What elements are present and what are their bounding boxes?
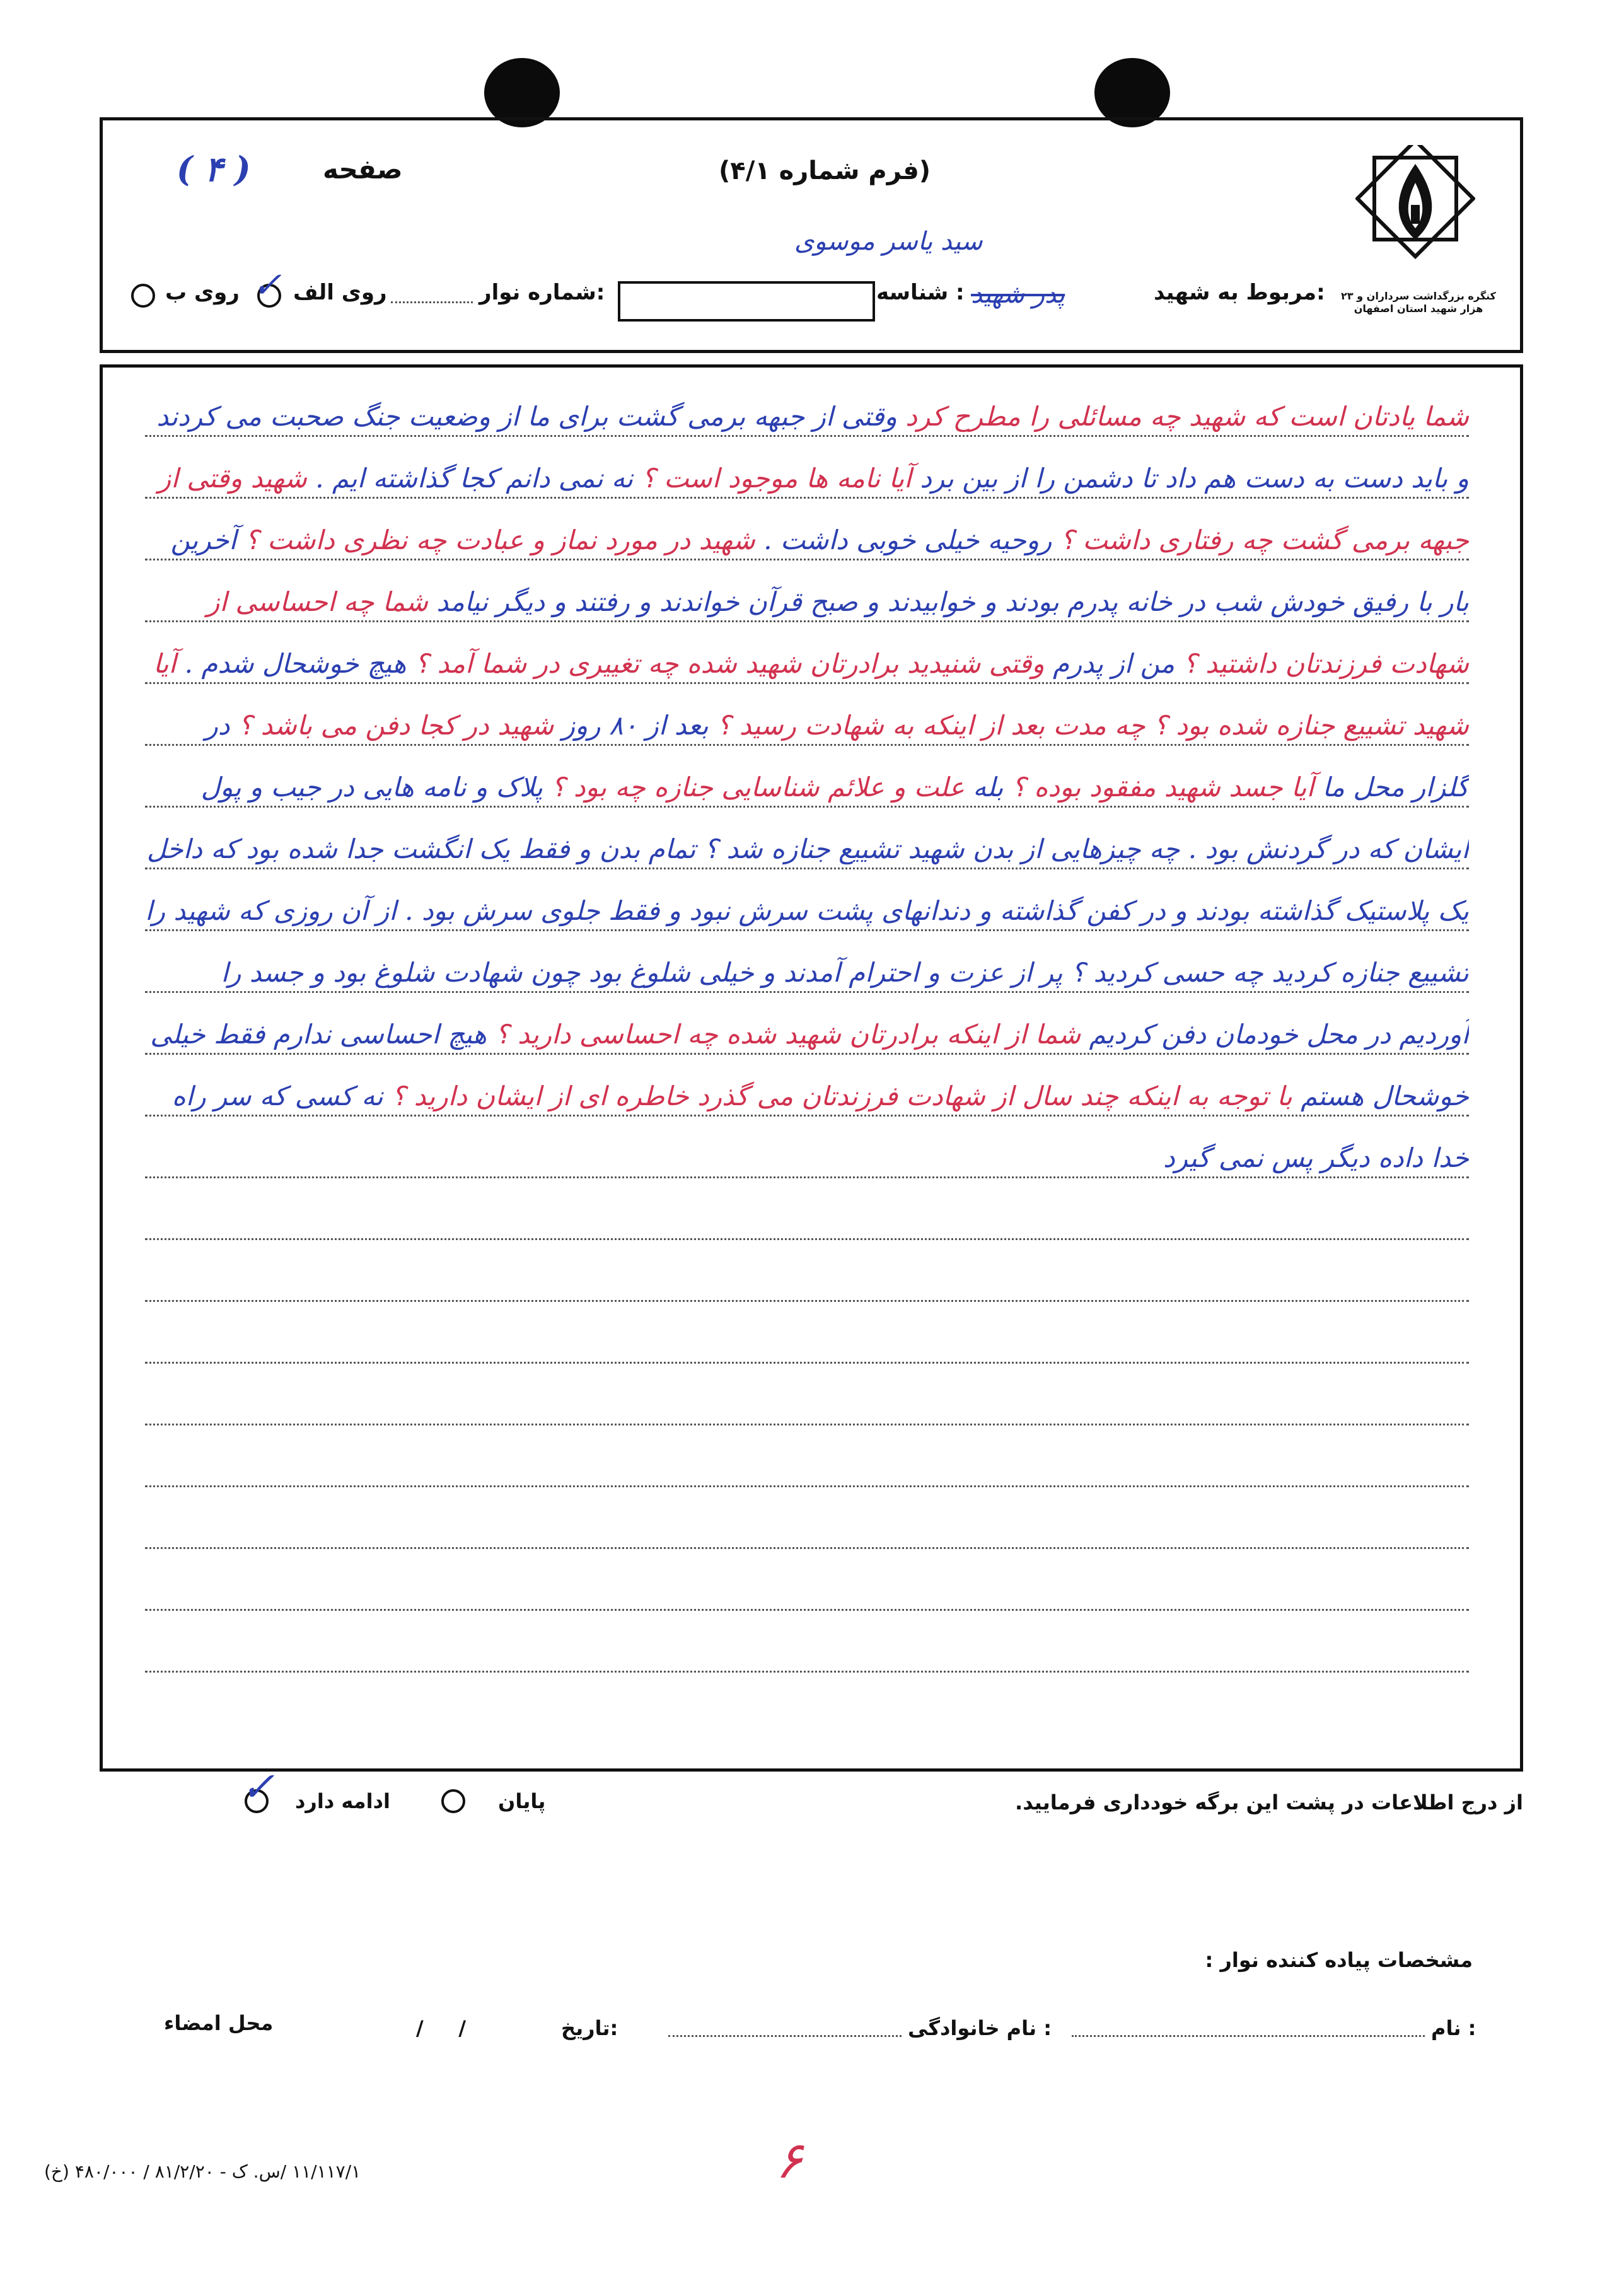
page-number [177, 149, 251, 189]
martyr-name-handwritten: سید یاسر موسوی [794, 227, 983, 256]
side-a-check-icon: ✓ [252, 265, 282, 306]
transcript-line: بله [964, 772, 1004, 803]
page-label: صفحه [323, 154, 403, 185]
sheet-number-handwritten: ۶ [775, 2131, 803, 2190]
ruled-line [145, 1547, 1469, 1549]
continues-check-icon: ✓ [241, 1764, 275, 1811]
transcript-line: روحیه خیلی خوبی داشت . [755, 525, 1052, 555]
transcript-line: شما از اینکه برادرتان شهید شده چه احساسی دارید ؟ [487, 1019, 1081, 1050]
transcript-line: علت و علائم شناسایی جنازه چه بود ؟ [542, 772, 965, 803]
ruled-line [145, 1671, 1469, 1673]
transcript-line: با توجه به اینکه چند سال از شهادت فرزندتان می گذرد خاطره ای از ایشان دارید ؟ [383, 1081, 1292, 1111]
transcript-line: آخرین بار با رفیق خودش شب در خانه پدرم بودند و خوابیدند و صبح قرآن خواندند و رفتند و دیگر نیامد [170, 525, 1469, 617]
ruled-line [145, 1485, 1469, 1487]
footer-notice: از درج اطلاعات در پشت این برگه خودداری فرمایید. [1015, 1790, 1523, 1814]
ruled-line [145, 1424, 1469, 1425]
transcript-line: آیا نامه ها موجود است ؟ [633, 463, 912, 494]
ruled-line [145, 1238, 1469, 1240]
transcript-line: هیچ خوشحال شدم . [176, 648, 407, 679]
side-a-label: روی الف [293, 280, 387, 305]
transcript-line: شهید در مورد نماز و عبادت چه نظری داشت ؟ [236, 525, 755, 555]
ruled-line [145, 1300, 1469, 1302]
transcript-line: نه کسی که سر راه خدا داده دیگر پس نمی گیرد [171, 1081, 1469, 1173]
transcript-line: چه مدت بعد از اینکه به شهادت رسید ؟ [708, 710, 1146, 741]
end-label: پایان [498, 1789, 546, 1813]
family-label: نام خانوادگی : [908, 2016, 1052, 2040]
ruled-line [145, 1362, 1469, 1364]
producer-label: مشخصات پیاده کننده نوار : [1205, 1948, 1473, 1972]
transcript-line: من از پدرم [1044, 648, 1175, 679]
name-label: نام : [1431, 2016, 1476, 2040]
signature-label: محل امضاء [164, 2011, 274, 2035]
side-b-checkbox[interactable] [131, 284, 155, 308]
ruled-line [145, 1609, 1469, 1611]
date-label: تاریخ: [561, 2016, 618, 2040]
family-field[interactable] [668, 2035, 902, 2037]
tape-number-label: شماره نوار: [479, 280, 605, 305]
transcript-line: شما یادتان است که شهید چه مسائلی را مطرح کرد [896, 401, 1469, 432]
transcript-text [145, 386, 1469, 1189]
transcript-line: وقتی از جبهه برمی گشت برای ما از وضعیت جنگ صحبت می کردند و باید دست به دست هم داد تا دشمن را از بین برد [156, 401, 1469, 494]
page-number-handwritten: ( ۴ ) [177, 149, 251, 189]
transcript-line: در گلزار محل ما [205, 710, 1469, 803]
transcript-line: بعد از ۸۰ روز [554, 710, 709, 741]
name-field[interactable] [1072, 2035, 1425, 2037]
logo-caption: کنگره بزرگداشت سرداران و ۲۳ هزار شهید استان اصفهان [1341, 290, 1496, 315]
id-field[interactable] [618, 281, 875, 322]
form-title: (فرم شماره ۴/۱) [719, 156, 931, 185]
transcript-line: شهید در کجا دفن می باشد ؟ [229, 710, 554, 741]
side-b-label: روی ب [165, 280, 240, 305]
transcript-line: آیا شهید تشییع جنازه شده بود ؟ [153, 648, 1469, 741]
transcript-line: شما چه احساسی از شهادت فرزندتان داشتید ؟ [207, 586, 1469, 679]
date-value: / / [416, 2016, 467, 2040]
tape-number-field[interactable] [391, 280, 473, 303]
transcript-line: وقتی شنیدید برادرتان شهید شده چه تغییری در شما آمد ؟ [406, 648, 1045, 679]
transcript-line: شهید وقتی از جبهه برمی گشت چه رفتاری داشت ؟ [158, 463, 1469, 555]
form-code: ۱۱/۱۱۷/۱ /س. ک - ۸۱/۲/۲۰ / ۴۸۰/۰۰۰ (خ) [44, 2161, 361, 2182]
organization-logo [1355, 145, 1475, 290]
end-checkbox[interactable] [441, 1789, 465, 1813]
transcript-line: نه نمی دانم کجا گذاشته ایم . [306, 463, 634, 494]
continues-label: ادامه دارد [295, 1789, 390, 1813]
transcript-line: پلاک و نامه هایی در جیب و پول ایشان که در گردنش بود . چه چیزهایی از بدن شهید تشییع جنازه شد ؟ تمام بدن و فقط یک انگشت جدا شده بود که داخل یک پلاستیک گذاشته بودند و در کفن گذاشته و دندانهای پشت سرش نبود و فقط جلوی سرش بود . از آن روزی که شهید را تشییع جنازه کردید چه حسی کردید ؟ پر از عزت و احترام آمدند و خیلی شلوغ بود چون شهادت شلوغ بود و جسد را آوردیم در محل خودمان دفن کردیم [145, 772, 1469, 1050]
id-label: شناسه : [876, 280, 965, 305]
transcript-line: هیچ احساسی ندارم فقط خیلی خوشحال هستم [150, 1019, 1469, 1111]
related-to-label: مربوط به شهید: [1154, 280, 1325, 305]
transcript-line: آیا جسد شهید مفقود بوده ؟ [1003, 772, 1314, 803]
martyr-name-crossed: پدر شهید [971, 280, 1065, 309]
